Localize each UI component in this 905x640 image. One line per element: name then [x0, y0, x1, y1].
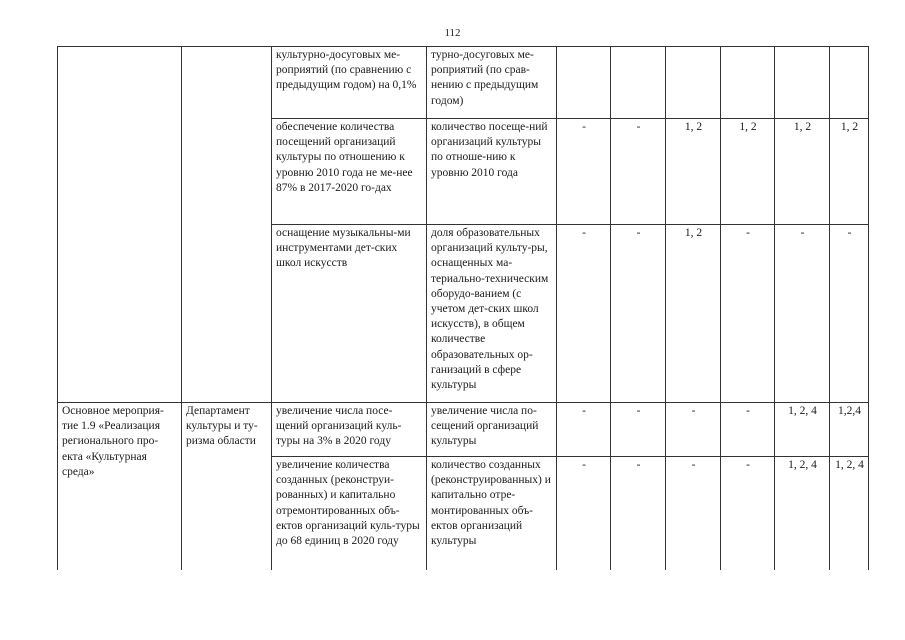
result-cell: культурно-досуговых ме-роприятий (по сравнению с предыдущим годом) на 0,1%	[272, 47, 427, 119]
value-cell: -	[775, 225, 830, 403]
value-cell: 1, 2	[721, 119, 775, 225]
measure-cell: Основное мероприя-тие 1.9 «Реализация регионального про-екта «Культурная среда»	[58, 403, 182, 571]
value-cell: -	[557, 119, 611, 225]
value-cell	[557, 47, 611, 119]
result-cell: оснащение музыкальны-ми инструментами дет-ских школ искусств	[272, 225, 427, 403]
indicator-cell: доля образовательных организаций культу-ры, оснащенных ма-териально-техническим оборудо-ванием (с учетом дет-ских школ искусств), в общем количестве образовательных ор-ганизаций в сфере культуры	[427, 225, 557, 403]
value-cell: -	[666, 457, 721, 571]
indicator-cell: увеличение числа по-сещений организаций культуры	[427, 403, 557, 457]
value-cell: 1, 2	[830, 119, 869, 225]
executor-cell	[182, 47, 272, 119]
executor-cell	[182, 119, 272, 225]
value-cell: -	[721, 457, 775, 571]
value-cell: -	[666, 403, 721, 457]
table-row	[58, 119, 869, 225]
value-cell: -	[611, 225, 666, 403]
value-cell: 1, 2	[775, 119, 830, 225]
measure-cell	[58, 225, 182, 403]
value-cell: 1, 2, 4	[775, 403, 830, 457]
result-cell: увеличение количества созданных (реконструи-рованных) и капитально отремонтированных объ-ектов организаций куль-туры до 68 единиц в 2020 году	[272, 457, 427, 571]
table-row	[58, 47, 869, 119]
value-cell: -	[557, 457, 611, 571]
table-row	[58, 225, 869, 403]
value-cell: 1, 2, 4	[775, 457, 830, 571]
value-cell: -	[557, 225, 611, 403]
value-cell: -	[557, 403, 611, 457]
page-number: 112	[444, 27, 461, 39]
value-cell: 1,2,4	[830, 403, 869, 457]
program-table	[57, 46, 869, 570]
measure-cell	[58, 119, 182, 225]
executor-cell: Департамент культуры и ту-ризма области	[182, 403, 272, 571]
result-cell: увеличение числа посе-щений организаций куль-туры на 3% в 2020 году	[272, 403, 427, 457]
value-cell: -	[611, 403, 666, 457]
value-cell: -	[721, 403, 775, 457]
value-cell	[721, 47, 775, 119]
value-cell: 1, 2	[666, 119, 721, 225]
value-cell: -	[611, 119, 666, 225]
value-cell	[666, 47, 721, 119]
indicator-cell: количество созданных (реконструированных) и капитально отре-монтированных объ-ектов организаций культуры	[427, 457, 557, 571]
measure-cell	[58, 47, 182, 119]
indicator-cell: количество посеще-ний организаций культуры по отноше-нию к уровню 2010 года	[427, 119, 557, 225]
value-cell	[830, 47, 869, 119]
value-cell: -	[611, 457, 666, 571]
value-cell: -	[830, 225, 869, 403]
result-cell: обеспечение количества посещений организаций культуры по отношению к уровню 2010 года не ме-нее 87% в 2017-2020 го-дах	[272, 119, 427, 225]
executor-cell	[182, 225, 272, 403]
value-cell: 1, 2	[666, 225, 721, 403]
value-cell: 1, 2, 4	[830, 457, 869, 571]
table-row	[58, 403, 869, 457]
value-cell: -	[721, 225, 775, 403]
value-cell	[611, 47, 666, 119]
indicator-cell: турно-досуговых ме-роприятий (по срав-нению с предыдущим годом)	[427, 47, 557, 119]
value-cell	[775, 47, 830, 119]
